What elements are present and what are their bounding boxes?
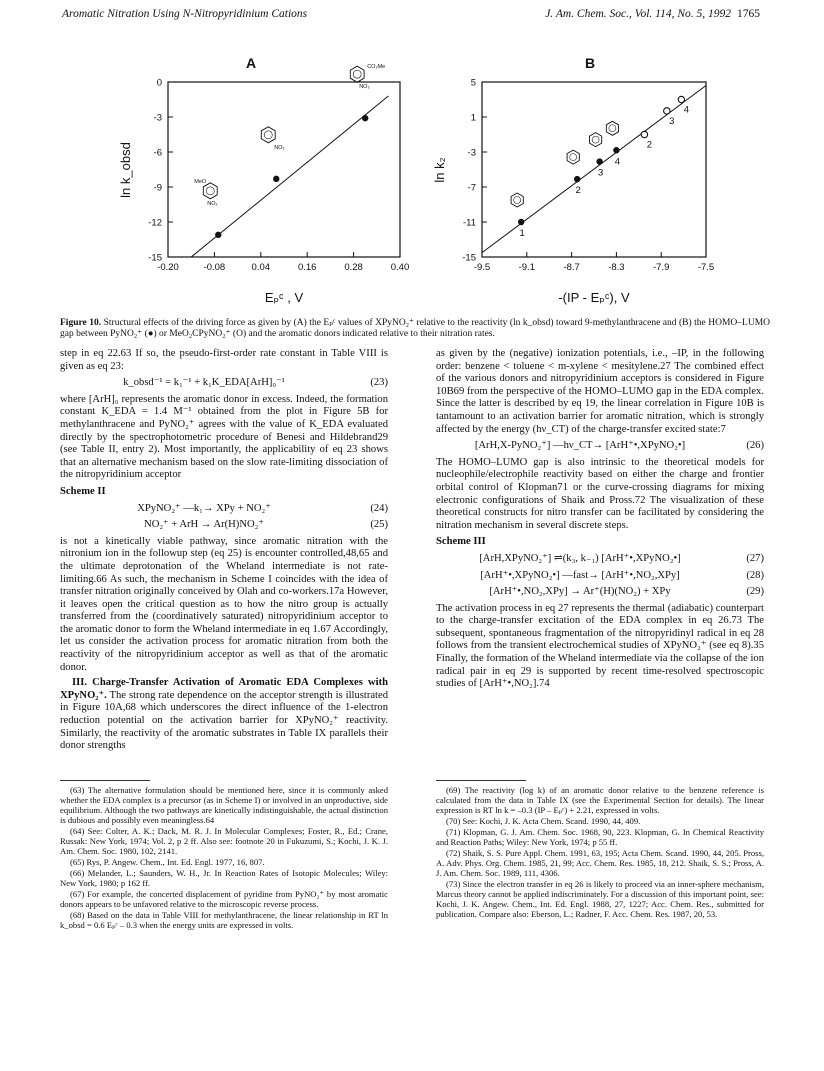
footnote-rule-right — [436, 780, 526, 781]
footnote-68: (68) Based on the data in Table VIII for methylanthracene, the linear relationship in RT ln k_obsd = 0.6 Eₚᶜ – 0.3 when the energy units are expressed in volts. — [60, 910, 388, 930]
panel-b-open-point — [664, 108, 670, 114]
left-paragraph-3: is not a kinetically viable pathway, since aromatic nitration with the nitronium ion in the followup step (eq 25) is encounter controlled,48,65 and the ultimate deprotonation of the Wheland intermediate is not rate-limiting.66 As such, the mechanism in Scheme I coincides with the idea of transfer nitration originally conceived by Olah and co-workers.17a However, it leaves open the critical question as to how the nitro group is actually transferred from the (coordinatively saturated) nitropyridinium acceptor to the aromatic donor to form the Wheland intermediate in eq 1.67 Accordingly, let us consider the activation process for aromatic nitration from both the reactivity of the nitropyridinium acceptor as well as that of the aromatic donor. — [60, 535, 388, 673]
right-paragraph-1: as given by the (negative) ionization potentials, i.e., –IP, in the following order: benzene < toluene < m-xylene < mesitylene.27 The combined effect of the various donors and nitropyridinium acceptors is considered in Figure 10B69 from the perspective of the HOMO–LUMO gap in the EDA complex. Since the latter is described by eq 19, the linear correlation in Figure 10B is tantamount to an activation barrier for aromatic nitration, which is strongly affected by the energy (hν_CT) of the charge-transfer excited state:7 — [436, 348, 764, 435]
right-paragraph-3: The activation process in eq 27 represents the thermal (adiabatic) counterpart to the charge-transfer excitation of the EDA complex in eq 26.73 The subsequent, spontaneous fragmentation of the nitropyridinyl radical in eq 28 follows from the transient electrochemical studies of XPyNO₂⁺ (see eq 8).35 Finally, the formation of the Wheland intermediate via the collapse of the ion radical pair in eq 29 is supported by recent time-resolved spectroscopic studies of [ArH⁺•,NO₂].74 — [436, 602, 764, 690]
equation-28 — [436, 570, 764, 583]
caption-text: Structural effects of the driving force as given by (A) the Eₚᶜ values of XPyNO₂⁺ relative to the reactivity (ln k_obsd) toward 9-methylanthracene and (B) the HOMO–LUMO gap between PyNO₂⁺ (●) or MeO₂CPyNO₂⁺ (O) and the aromatic donors indicated relative to their nitration rates. — [60, 318, 770, 339]
b-y-tick-label: -11 — [462, 217, 476, 229]
right-column — [436, 348, 764, 694]
panel-b-filled-point — [596, 158, 602, 164]
figure-10-svg — [50, 52, 774, 312]
panel-b-structure-ring-inner — [592, 136, 599, 143]
a-x-tick-label: 0.04 — [251, 262, 271, 273]
panel-b-filled-point — [613, 147, 619, 153]
page-number: 1765 — [737, 8, 760, 20]
footnote-73: (73) Since the electron transfer in eq 26 is likely to proceed via an inner-sphere mechanism, Marcus theory cannot be applied indiscriminately. For a discussion of this important point, see: Kochi, J. K. Angew. Chem., Int. Ed. Engl. 1988, 27, 1227; Acc. Chem. Res., submitted for publication. Compare also: Eberson, L.; Radner, F. Acc. Chem. Res. 1987, 20, 53. — [436, 879, 764, 919]
panel-a-structure-label: MeO — [194, 178, 207, 185]
panel-a — [118, 55, 409, 305]
panel-b-fit-line — [482, 86, 706, 253]
footnote-72: (72) Shaik, S. S. Pure Appl. Chem. 1991, 63, 195; Acta Chem. Scand. 1990, 44, 205. Pross, A. Adv. Phys. Org. Chem. 1985, 21, 99; Acc. Chem. Res. 1985, 18, 212. Shaik, S. S.; Pross, A. J. Am. Chem. Soc. 1989, 111, 4306. — [436, 848, 764, 878]
a-x-tick-label: 0.40 — [390, 262, 410, 273]
a-x-tick-label: 0.28 — [344, 262, 363, 273]
panel-a-label: A — [245, 55, 257, 71]
a-x-tick-label: 0.16 — [297, 262, 317, 273]
footnote-65: (65) Rys, P. Angew. Chem., Int. Ed. Engl. 1977, 16, 807. — [70, 857, 265, 867]
equation-28-number: (28) — [746, 569, 764, 581]
b-y-tick-label: -3 — [467, 147, 476, 159]
figure-10 — [50, 52, 774, 312]
footnote-71: (71) Klopman, G. J. Am. Chem. Soc. 1968, 90, 223. Klopman, G. In Chemical Reactivity and Reaction Paths; Wiley: New York, 1974; p 55 ff. — [436, 827, 764, 847]
panel-a-data-point — [362, 115, 368, 121]
b-x-tick-label: -8.7 — [563, 262, 580, 273]
equation-23-number: (23) — [370, 377, 388, 389]
panel-b-filled-point — [518, 219, 524, 225]
panel-b-label: B — [584, 55, 596, 71]
panel-a-structure-ring-inner — [206, 187, 214, 195]
footnote-69: (69) The reactivity (log k) of an aromatic donor relative to the benzene reference is calculated from the data in Table IX (see the Experimental Section for details). The linear expression is RT ln k = –0.3 (IP – Eₚᶜ) + 2.21, expressed in volts. — [436, 785, 764, 815]
left-column — [60, 348, 388, 756]
footnotes-right — [436, 785, 764, 920]
equation-26-number: (26) — [746, 440, 764, 452]
panel-a-structure-ring-inner — [264, 131, 272, 139]
footnote-70: (70) See: Kochi, J. K. Acta Chem. Scand. 1990, 44, 409. — [446, 816, 641, 826]
scheme-2-title: Scheme II — [60, 485, 106, 497]
footnote-64: (64) See: Colter, A. K.; Dack, M. R. J. In Molecular Complexes; Foster, R., Ed.; Crane, Russak: New York, 1974; Vol. 2, p 2 ff. Also see: footnote 20 in Fukuzumi, S.; Kochi, J. K. J. Am. Chem. Soc. 1980, 102, 2141. — [60, 826, 388, 856]
panel-b — [432, 55, 714, 305]
running-header-title: Aromatic Nitration Using N-Nitropyridinium Cations — [62, 8, 308, 20]
panel-a-structure-ring-inner — [353, 70, 361, 78]
panel-a-y-ticks — [148, 78, 173, 264]
a-x-tick-label: -0.20 — [157, 262, 179, 273]
left-paragraph-4 — [60, 677, 388, 753]
footnote-rule-left — [60, 780, 150, 781]
left-paragraph-1: step in eq 22.63 If so, the pseudo-first-order rate constant in Table VIII is given as eq 23: — [60, 348, 388, 372]
equation-23 — [60, 377, 388, 390]
a-y-tick-label: -12 — [148, 217, 162, 229]
right-paragraph-2: The HOMO–LUMO gap is also intrinsic to the theoretical models for nucleophile/electrophile reactivity based on either the charge and frontier orbital control of Klopman71 or the curve-crossing diagrams for mixing electronic configurations of Shaik and Pross.72 The visualization of these theoretical constructs for nitro transfer can be facilitated by considering the nitration mechanism in several discrete steps. — [436, 456, 764, 531]
equation-25-expr: NO₂⁺ + ArH → Ar(H)NO₂⁺ — [144, 519, 264, 531]
panel-a-frame — [168, 82, 400, 257]
footnotes-left — [60, 785, 388, 931]
panel-a-structure-label: CO₂Me — [367, 64, 386, 71]
panel-a-points — [215, 115, 368, 238]
equation-27 — [436, 553, 764, 566]
panel-b-point-label: 1 — [519, 228, 525, 239]
panel-b-filled-point — [574, 176, 580, 182]
panel-a-structure-label: NO₂ — [274, 144, 285, 151]
panel-b-point-label: 3 — [669, 115, 675, 127]
panel-b-y-axis-label: ln k₂ — [432, 157, 447, 183]
running-header-journal — [545, 8, 760, 20]
panel-b-structure-ring — [590, 133, 602, 147]
panel-b-structure-ring — [567, 150, 579, 164]
equation-26 — [436, 440, 764, 453]
panel-a-structures — [194, 64, 385, 207]
left-paragraph-2: where [ArH]₀ represents the aromatic donor in excess. Indeed, the formation constant K_EDA = 1.4 M⁻¹ obtained from the plot in Figure 5B for methylanthracene and PyNO₂⁺ agrees with the value of K_EDA evaluated directly by the spectrophotometric procedure of Benesi and Hildebrand29 (see Table II, entry 2). Most importantly, the applicability of eq 23 shows that an alternative mechanism based on the slow rate-limiting dissociation of the nitropyridinium acceptor — [60, 393, 388, 481]
a-y-tick-label: -3 — [153, 112, 162, 124]
a-y-tick-label: -9 — [153, 182, 162, 194]
panel-b-open-point — [641, 131, 647, 137]
equation-25 — [60, 519, 388, 532]
panel-b-point-label: 2 — [575, 185, 581, 197]
equation-23-expr: k_obsd⁻¹ = k₁⁻¹ + k₁K_EDA[ArH]₀⁻¹ — [123, 377, 285, 389]
panel-a-structure-label: NO₂ — [207, 200, 218, 207]
figure-caption — [60, 318, 770, 340]
equation-24-expr: XPyNO₂⁺ —k₁→ XPy + NO₂⁺ — [137, 502, 271, 514]
panel-b-open-point — [678, 96, 684, 102]
panel-a-structure-ring — [350, 66, 364, 82]
panel-a-data-point — [215, 232, 221, 238]
panel-a-x-ticks — [157, 252, 409, 273]
panel-a-y-axis-label: ln k_obsd — [118, 142, 133, 198]
footnote-66: (66) Melander, L.; Saunders, W. H., Jr. In Reaction Rates of Isotopic Molecules; Wiley: New York, 1980; p 162 ff. — [60, 868, 388, 888]
equation-27-expr: [ArH,XPyNO₂⁺] ⇌(k₃, k₋₁) [ArH⁺•,XPyNO₂•] — [479, 552, 681, 564]
panel-a-data-point — [273, 176, 279, 182]
b-x-tick-label: -7.9 — [653, 262, 670, 273]
equation-29-number: (29) — [746, 586, 764, 598]
section-3-text: The strong rate dependence on the acceptor strength is illustrated in Figure 10A,68 which underscores the direct influence of the 1-electron reduction potential on the activation barrier for XPyNO₂⁺ reactivity. Similarly, the reactivity of the aromatic substrates in Table IX parallels their donor strengths — [60, 689, 388, 752]
a-y-tick-label: 0 — [156, 77, 162, 89]
a-y-tick-label: -15 — [148, 252, 162, 264]
equation-24 — [60, 503, 388, 516]
panel-b-point-label: 2 — [646, 139, 653, 151]
b-x-tick-label: -9.1 — [518, 262, 535, 273]
panel-b-structure-ring — [606, 121, 618, 135]
panel-b-y-ticks — [462, 78, 487, 264]
panel-b-point-label: 4 — [683, 104, 690, 116]
equation-28-expr: [ArH⁺•,XPyNO₂•] —fast→ [ArH⁺•,NO₂,XPy] — [480, 569, 680, 581]
b-y-tick-label: 1 — [470, 112, 476, 124]
panel-a-fit-line — [191, 96, 388, 257]
section-3-title: III. Charge-Transfer Activation of Aromatic EDA Complexes with XPyNO₂⁺. — [60, 677, 388, 701]
equation-27-number: (27) — [746, 552, 764, 564]
equation-24-number: (24) — [370, 502, 388, 514]
b-y-tick-label: 5 — [470, 77, 476, 89]
panel-b-point-label: 3 — [597, 167, 604, 179]
b-y-tick-label: -7 — [467, 182, 476, 194]
caption-label: Figure 10. — [60, 318, 102, 328]
equation-26-expr: [ArH,X-PyNO₂⁺] —hν_CT→ [ArH⁺•,XPyNO₂•] — [474, 440, 686, 452]
panel-b-structure-ring — [511, 193, 523, 207]
panel-b-structure-ring-inner — [609, 125, 616, 132]
a-y-tick-label: -6 — [153, 147, 162, 159]
equation-29 — [436, 586, 764, 599]
footnote-63: (63) The alternative formulation should be mentioned here, since it is commonly asked whether the EDA complex is a precursor (as in Scheme I) or involved in an unproductive, side equilibrium. Although the two pathways are kinetically indistinguishable, the actual distinction is dubious and possibly even meaningless.64 — [60, 785, 388, 825]
a-x-tick-label: -0.08 — [203, 262, 226, 273]
journal-citation: J. Am. Chem. Soc., Vol. 114, No. 5, 1992 — [545, 8, 731, 20]
panel-b-structure-ring-inner — [570, 154, 577, 161]
panel-a-x-axis-label: Eₚᶜ , V — [264, 290, 304, 305]
b-x-tick-label: -8.3 — [608, 262, 625, 273]
b-y-tick-label: -15 — [462, 252, 476, 264]
scheme-3-title: Scheme III — [436, 536, 486, 548]
b-x-tick-label: -9.5 — [473, 262, 491, 273]
equation-29-expr: [ArH⁺•,NO₂,XPy] → Ar⁺(H)(NO₂) + XPy — [489, 586, 671, 598]
equation-25-number: (25) — [370, 519, 388, 531]
footnote-67: (67) For example, the concerted displacement of pyridine from PyNO₂⁺ by most aromatic donors appears to be unfavored relative to the microscopic reverse process. — [60, 889, 388, 909]
panel-b-structure-ring-inner — [514, 197, 521, 204]
panel-b-x-ticks — [474, 252, 714, 273]
panel-a-structure-ring — [261, 127, 275, 143]
b-x-tick-label: -7.5 — [697, 262, 715, 273]
panel-b-x-axis-label: -(IP - Eₚᶜ), V — [558, 290, 630, 305]
panel-a-structure-ring — [203, 183, 217, 199]
panel-a-structure-label: NO₂ — [359, 84, 370, 91]
panel-b-point-label: 4 — [614, 156, 621, 168]
